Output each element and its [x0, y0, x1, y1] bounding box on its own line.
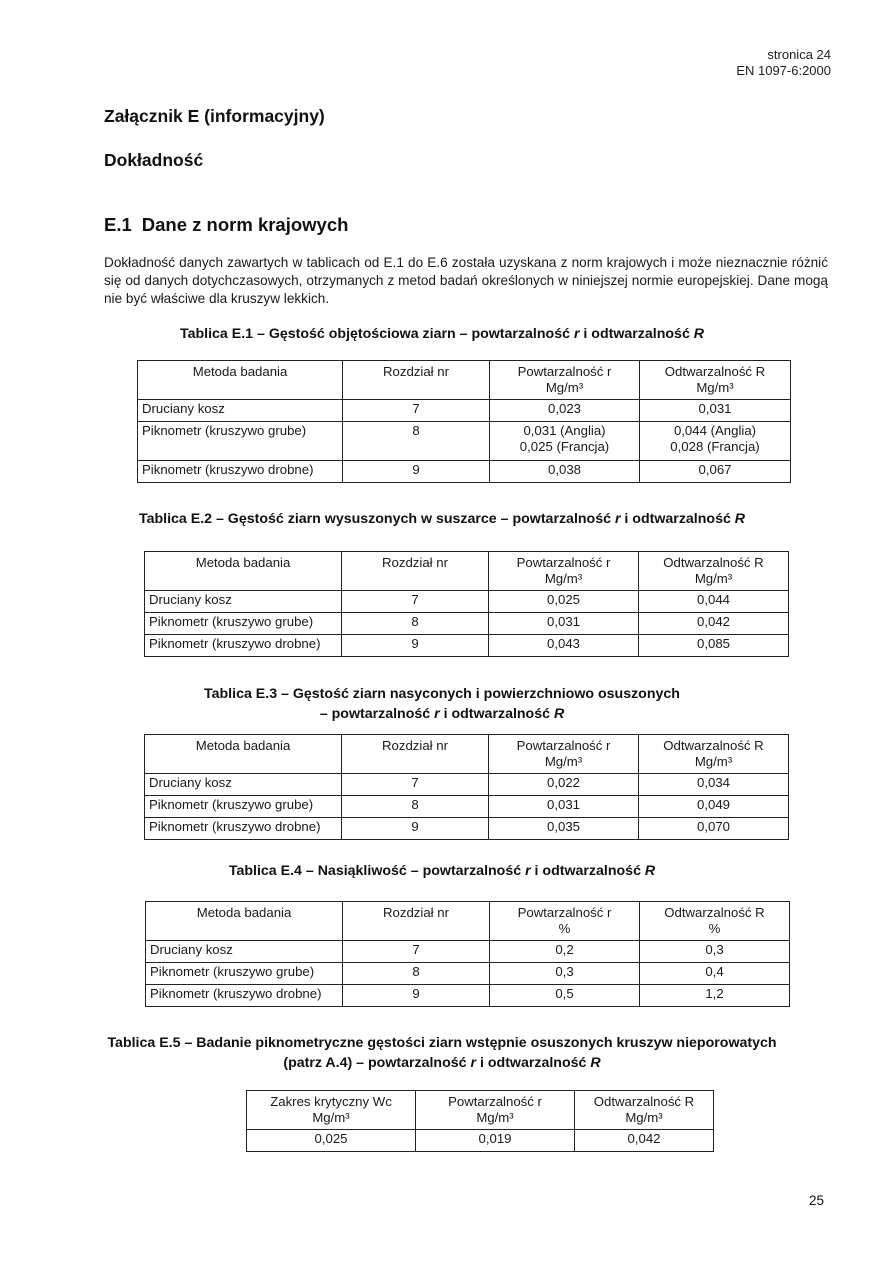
method-cell: Piknometr (kruszywo grube)	[145, 613, 342, 635]
header-label: Rozdział nr	[383, 364, 449, 379]
caption-R: R	[693, 326, 705, 342]
page-header	[736, 47, 831, 79]
r-value-2: 0,025 (Francja)	[519, 439, 610, 454]
table-row	[146, 941, 790, 963]
header-cell	[342, 735, 489, 774]
caption-r: r	[614, 511, 621, 527]
chapter-cell: 8	[342, 613, 489, 635]
table-row	[138, 422, 791, 461]
R-cell: 0,044	[639, 591, 789, 613]
table-e1-caption	[0, 324, 884, 344]
header-label: Metoda badania	[196, 905, 292, 920]
annex-title: Załącznik E (informacyjny)	[104, 106, 325, 126]
chapter-cell: 9	[343, 985, 490, 1007]
header-label: Powtarzalność r	[516, 738, 611, 753]
header-cell	[639, 552, 789, 591]
caption-text: Tablica E.1 – Gęstość objętościowa ziarn – powtarzalność	[179, 326, 574, 342]
table-row	[145, 635, 789, 657]
method-cell: Piknometr (kruszywo drobne)	[145, 635, 342, 657]
header-unit: Mg/m³	[544, 754, 583, 769]
table-row	[138, 400, 791, 422]
method-cell: Piknometr (kruszywo drobne)	[146, 985, 343, 1007]
R-cell: 0,3	[640, 941, 790, 963]
chapter-cell: 9	[342, 635, 489, 657]
caption-R: R	[734, 511, 746, 527]
R-value-1: 0,044 (Anglia)	[673, 423, 757, 438]
header-cell	[640, 902, 790, 941]
header-unit: Mg/m³	[312, 1110, 350, 1125]
section-number: E.1	[104, 214, 132, 235]
chapter-cell: 9	[342, 818, 489, 840]
header-cell	[145, 552, 342, 591]
table-row	[146, 985, 790, 1007]
caption-line: Tablica E.3 – Gęstość ziarn nasyconych i powierzchniowo osuszonych	[204, 686, 680, 702]
table-e4	[145, 901, 790, 1007]
table-e3	[144, 734, 789, 840]
r-cell: 0,022	[489, 774, 639, 796]
chapter-cell: 9	[343, 461, 490, 483]
caption-text: (patrz A.4) – powtarzalność	[283, 1055, 471, 1071]
header-cell	[489, 735, 639, 774]
R-cell: 0,042	[639, 613, 789, 635]
table-row	[138, 461, 791, 483]
method-cell: Druciany kosz	[145, 774, 342, 796]
chapter-cell: 7	[343, 400, 490, 422]
header-cell	[639, 735, 789, 774]
method-cell: Piknometr (kruszywo drobne)	[138, 461, 343, 483]
header-label: Odtwarzalność R	[593, 1094, 695, 1109]
caption-R: R	[590, 1055, 601, 1071]
header-label: Odtwarzalność R	[663, 738, 764, 753]
caption-line: Tablica E.5 – Badanie piknometryczne gęstości ziarn wstępnie osuszonych kruszyw nieporowatych	[107, 1035, 777, 1051]
caption-text: Tablica E.2 – Gęstość ziarn wysuszonych w suszarce – powtarzalność	[138, 511, 615, 527]
header-label: Rozdział nr	[383, 905, 449, 920]
method-cell: Piknometr (kruszywo grube)	[145, 796, 342, 818]
header-label: Odtwarzalność R	[664, 905, 765, 920]
R-cell: 0,070	[639, 818, 789, 840]
chapter-cell: 8	[343, 422, 490, 461]
wc-cell: 0,025	[247, 1130, 416, 1152]
method-cell: Druciany kosz	[146, 941, 343, 963]
header-cell	[145, 735, 342, 774]
caption-line	[0, 704, 884, 724]
R-value-2: 0,028 (Francja)	[670, 439, 760, 454]
table-e3-caption	[0, 684, 884, 724]
header-unit: Mg/m³	[694, 571, 733, 586]
header-unit: Mg/m³	[544, 571, 583, 586]
standard-code: EN 1097-6:2000	[736, 63, 831, 78]
r-cell: 0,5	[490, 985, 640, 1007]
R-cell	[640, 422, 791, 461]
r-cell: 0,2	[490, 941, 640, 963]
header-cell	[416, 1091, 575, 1130]
caption-r: r	[434, 706, 440, 722]
r-cell: 0,3	[490, 963, 640, 985]
header-cell	[489, 552, 639, 591]
header-label: Powtarzalność r	[517, 364, 612, 379]
table-row	[146, 963, 790, 985]
r-cell	[490, 422, 640, 461]
header-unit: Mg/m³	[545, 380, 584, 395]
caption-R: R	[644, 863, 656, 879]
header-label: Odtwarzalność R	[664, 364, 766, 379]
r-cell: 0,025	[489, 591, 639, 613]
caption-text: i odtwarzalność	[439, 706, 554, 722]
header-cell	[138, 361, 343, 400]
r-cell: 0,031	[489, 796, 639, 818]
r-cell: 0,043	[489, 635, 639, 657]
chapter-cell: 7	[342, 774, 489, 796]
header-label: Zakres krytyczny Wc	[270, 1094, 392, 1109]
table-e2-caption	[0, 509, 884, 529]
method-cell: Piknometr (kruszywo drobne)	[145, 818, 342, 840]
header-label: Powtarzalność r	[516, 555, 611, 570]
header-cell	[640, 361, 791, 400]
header-cell	[342, 552, 489, 591]
table-row	[145, 613, 789, 635]
R-cell: 0,034	[639, 774, 789, 796]
section-heading	[104, 214, 348, 236]
table-e5	[246, 1090, 714, 1152]
table-e5-caption	[0, 1033, 884, 1073]
table-row	[145, 818, 789, 840]
section-title: Dane z norm krajowych	[141, 214, 349, 235]
caption-line	[0, 1053, 884, 1073]
caption-text: i odtwarzalność	[579, 326, 694, 342]
header-cell	[575, 1091, 714, 1130]
chapter-cell: 7	[342, 591, 489, 613]
page-number: 25	[808, 1193, 824, 1208]
R-cell: 1,2	[640, 985, 790, 1007]
R-cell: 0,049	[639, 796, 789, 818]
caption-r: r	[470, 1055, 477, 1071]
table-e2	[144, 551, 789, 657]
table-row	[145, 796, 789, 818]
header-label: Powtarzalność r	[517, 905, 612, 920]
header-cell	[490, 361, 640, 400]
r-value-1: 0,031 (Anglia)	[523, 423, 606, 438]
chapter-cell: 8	[342, 796, 489, 818]
header-label: Metoda badania	[192, 364, 288, 379]
header-cell	[146, 902, 343, 941]
header-label: Rozdział nr	[382, 555, 448, 570]
header-cell	[343, 361, 490, 400]
header-unit: Mg/m³	[476, 1110, 514, 1125]
header-label: Powtarzalność r	[448, 1094, 542, 1109]
header-unit: Mg/m³	[696, 380, 734, 395]
R-cell: 0,042	[575, 1130, 714, 1152]
caption-text: – powtarzalność	[319, 706, 435, 722]
caption-R: R	[553, 706, 565, 722]
caption-text: Tablica E.4 – Nasiąkliwość – powtarzalność	[228, 863, 526, 879]
r-cell: 0,031	[489, 613, 639, 635]
header-label: Metoda badania	[195, 738, 291, 753]
R-cell: 0,067	[640, 461, 791, 483]
table-e4-caption	[0, 861, 884, 881]
method-cell: Piknometr (kruszywo grube)	[146, 963, 343, 985]
R-cell: 0,085	[639, 635, 789, 657]
header-cell	[490, 902, 640, 941]
annex-subtitle: Dokładność	[104, 150, 204, 170]
intro-paragraph: Dokładność danych zawartych w tablicach od E.1 do E.6 została uzyskana z norm krajowych i może nieznacznie różnić się od danych dotychczasowych, otrzymanych z metod badań określonych w niniejszej normie europejskiej. Dane mogą nie być właściwe dla kruszyw lekkich.	[104, 255, 828, 306]
chapter-cell: 8	[343, 963, 490, 985]
caption-text: i odtwarzalność	[476, 1055, 591, 1071]
r-cell: 0,038	[490, 461, 640, 483]
header-label: Rozdział nr	[382, 738, 448, 753]
header-unit: %	[558, 921, 571, 936]
table-e1	[137, 360, 791, 483]
header-unit: %	[708, 921, 721, 936]
method-cell: Druciany kosz	[138, 400, 343, 422]
header-label: Odtwarzalność R	[663, 555, 764, 570]
header-label: Metoda badania	[195, 555, 291, 570]
R-cell: 0,031	[640, 400, 791, 422]
method-cell: Piknometr (kruszywo grube)	[138, 422, 343, 461]
caption-r: r	[525, 863, 531, 879]
header-cell	[343, 902, 490, 941]
page-label: stronica 24	[767, 47, 831, 62]
R-cell: 0,4	[640, 963, 790, 985]
table-row	[247, 1130, 714, 1152]
header-cell	[247, 1091, 416, 1130]
header-unit: Mg/m³	[625, 1110, 663, 1125]
r-cell: 0,019	[416, 1130, 575, 1152]
header-unit: Mg/m³	[694, 754, 733, 769]
chapter-cell: 7	[343, 941, 490, 963]
r-cell: 0,023	[490, 400, 640, 422]
method-cell: Druciany kosz	[145, 591, 342, 613]
caption-text: i odtwarzalność	[530, 863, 645, 879]
r-cell: 0,035	[489, 818, 639, 840]
caption-r: r	[573, 326, 580, 342]
caption-text: i odtwarzalność	[620, 511, 735, 527]
table-row	[145, 591, 789, 613]
table-row	[145, 774, 789, 796]
